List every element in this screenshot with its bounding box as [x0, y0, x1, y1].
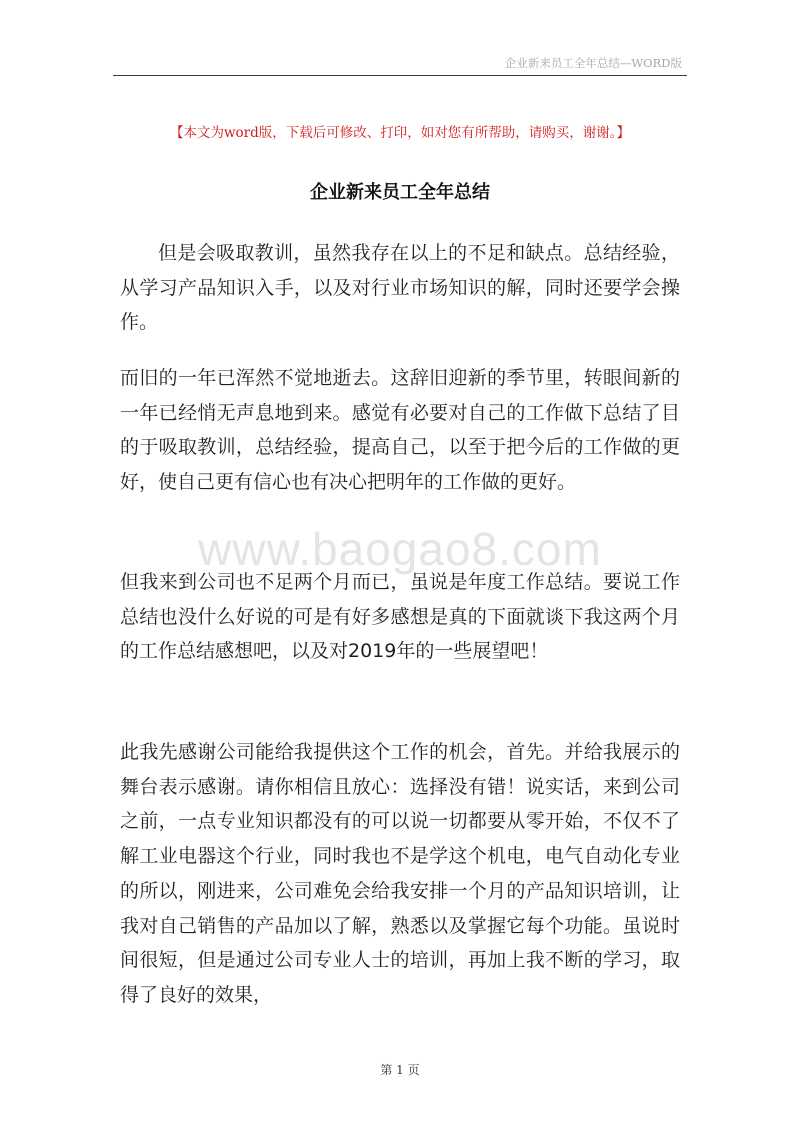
watermark-text: www.baogao8.com	[198, 523, 602, 575]
header-divider	[113, 75, 687, 76]
body-paragraph: 但是会吸取教训，虽然我存在以上的不足和缺点。总结经验，从学习产品知识入手，以及对行业市场知识的解，同时还要学会操作。	[120, 242, 680, 334]
running-header: 企业新来员工全年总结—WORD版	[504, 56, 682, 70]
body-paragraph: 而旧的一年已浑然不觉地逝去。这辞旧迎新的季节里，转眼间新的一年已经悄无声息地到来。感觉有必要对自己的工作做下总结了目的于吸取教训，总结经验，提高自己，以至于把今后的工作做的更好，使自己更有信心也有决心把明年的工作做的更好。	[120, 367, 680, 494]
body-paragraph: 但我来到公司也不足两个月而已，虽说是年度工作总结。要说工作总结也没什么好说的可是有好多感想是真的下面就谈下我这两个月的工作总结感想吧，以及对2019年的一些展望吧！	[120, 571, 680, 663]
download-notice: 【本文为word版，下载后可修改、打印，如对您有所帮助，请购买，谢谢。】	[169, 125, 631, 141]
page-number: 第 1 页	[380, 1063, 420, 1077]
document-title: 企业新来员工全年总结	[310, 182, 490, 203]
body-paragraph: 此我先感谢公司能给我提供这个工作的机会，首先。并给我展示的舞台表示感谢。请你相信且放心：选择没有错！说实话，来到公司之前，一点专业知识都没有的可以说一切都要从零开始，不仅不了解工业电器这个行业，同时我也不是学这个机电，电气自动化专业的所以，刚进来，公司难免会给我安排一个月的产品知识培训，让我对自己销售的产品加以了解，熟悉以及掌握它每个功能。虽说时间很短，但是通过公司专业人士的培训，再加上我不断的学习，取得了良好的效果，	[120, 741, 680, 1006]
